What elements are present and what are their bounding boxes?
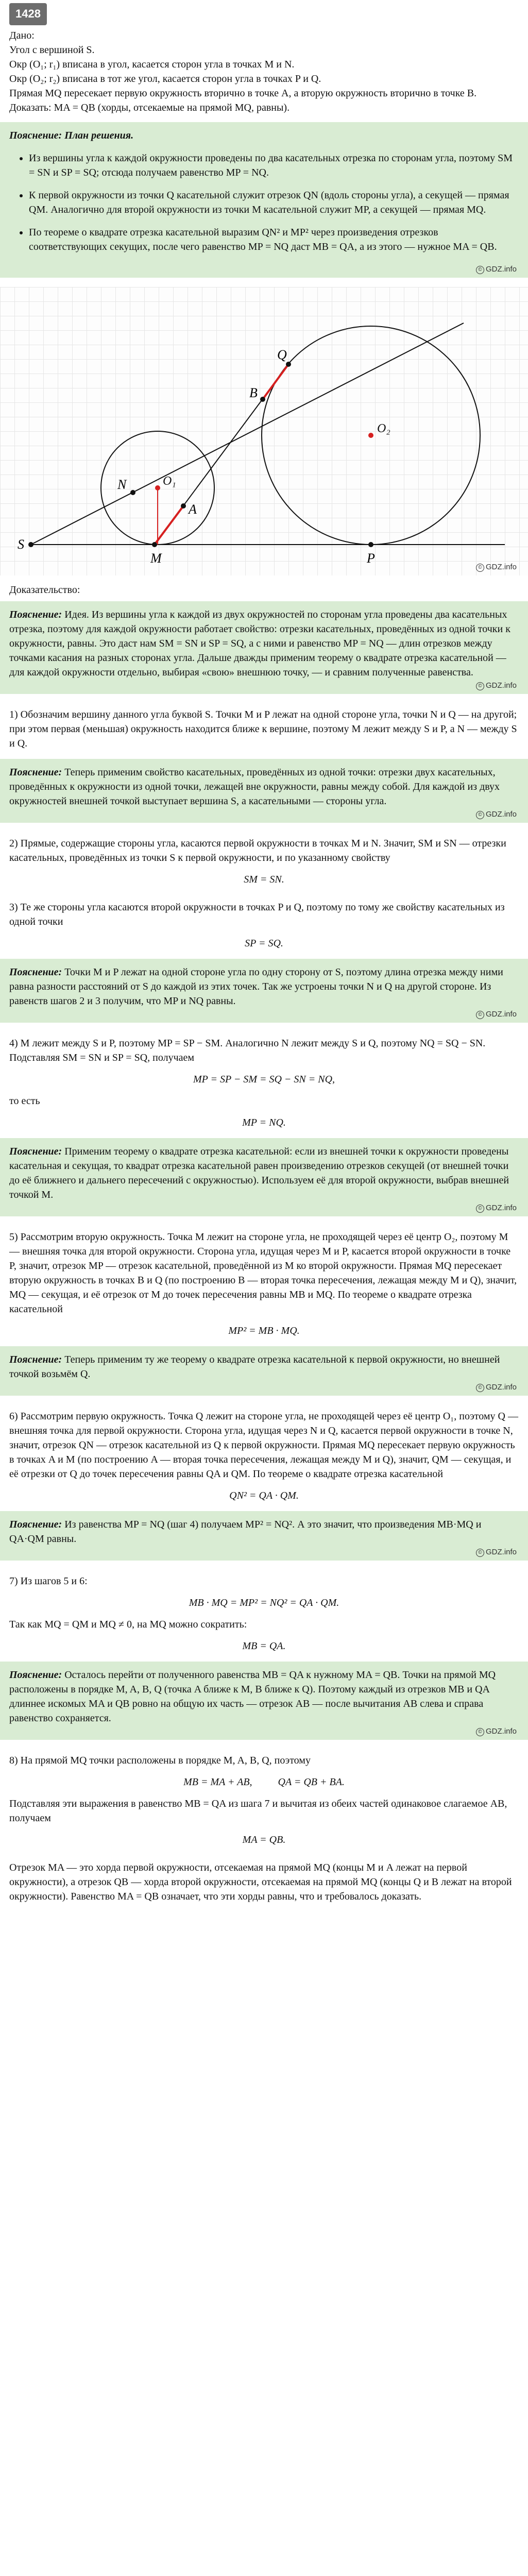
step-1-hint-label: Пояснение:	[9, 766, 62, 778]
step-3-hint-label: Пояснение:	[9, 966, 62, 978]
label-s: S	[18, 536, 24, 552]
step-5-hint-text: Теперь применим ту же теорему о квадрате отрезка касательной к первой окружности, но внешней точкой возьмём Q.	[9, 1353, 500, 1380]
gdz-watermark: © GDZ.info	[476, 1202, 517, 1213]
point-m	[152, 542, 157, 547]
task-line-4: Прямая MQ пересекает первую окружность вторично в точке A, а вторую окружность вторично в точке B.	[9, 87, 477, 99]
gdz-watermark: © GDZ.info	[476, 1009, 517, 1020]
step-4-tail: то есть	[9, 1095, 40, 1107]
step-1-text: 1) Обозначим вершину данного угла буквой S. Точки M и P лежат на одной стороне угла, точки N и Q — на другой; при этом первая (меньшая) окружность находится ближе к вершине, поэтому M лежит между S и P, а N — между S и Q.	[9, 708, 517, 749]
label-o1: O₁	[163, 474, 176, 488]
conclusion-text: Отрезок MA — это хорда первой окружности, отсекаемая на прямой MQ (концы M и A лежат на первой окружности), а отрезок QB — хорда второй окружности, отсекаемая на прямой MQ (концы Q и B лежат на второй окружности). Равенство MA = QB означает, что эти хорды равны, что и требовалось доказать.	[9, 1861, 512, 1902]
step-5-formula: MP² = MB · MQ.	[228, 1325, 300, 1336]
step-3-hint-text: Точки M и P лежат на одной стороне угла по одну сторону от S, поэтому длина отрезка между ними равна разности расстояний от S до каждой из этих точек. Так же устроены точки N и Q на другой стороне. Из равенств шагов 2 и 3 получим, что MP и NQ равны.	[9, 966, 503, 1007]
copyright-icon: ©	[476, 1549, 484, 1557]
gdz-watermark: © GDZ.info	[476, 680, 517, 691]
step-3-formula: SP = SQ.	[245, 937, 283, 949]
plan-item-1: • Из вершины угла к каждой окружности проведены по два касательных отрезка по сторонам угла, поэтому SM = SN и SP = SQ; отсюда получаем равенство MP = NQ.	[29, 151, 519, 180]
intro-hint-text: Идея. Из вершины угла к каждой из двух окружностей по сторонам угла проведены два касательных отрезка, поэтому для каждой окружности работает свойство: отрезки касательных, проведённых из одной точки к окружности, равны. Это даст нам SM = SN и SP = SQ, а с ними и равенство MP = NQ — длин отрезков между точками касания на разных сторонах угла. Дальше дважды применим теорему о квадрате отрезка касательной — для каждой окружности отдельно, выбирая «свою» внешнюю точку, — и сравним полученные равенства.	[9, 608, 510, 678]
point-q	[286, 362, 291, 367]
point-n	[130, 490, 135, 495]
step-2-formula: SM = SN.	[244, 873, 284, 885]
task-line-2: Окр (O₁; r₁) вписана в угол, касается сторон угла в точках M и N.	[9, 58, 295, 70]
point-o2	[368, 433, 373, 438]
figure-svg	[0, 287, 528, 575]
step-1	[9, 707, 519, 751]
task-line-5: Доказать: MA = QB (хорды, отсекаемые на прямой MQ, равны).	[9, 101, 290, 113]
label-b: B	[249, 385, 258, 400]
point-s	[28, 542, 33, 547]
step-4-formula-2: MP = NQ.	[242, 1116, 286, 1128]
label-p: P	[367, 550, 375, 566]
copyright-icon: ©	[476, 1728, 484, 1736]
intro-hint-box	[0, 601, 528, 694]
step-8	[9, 1753, 519, 1847]
plan-list	[9, 151, 519, 254]
label-o2: O₂	[377, 421, 390, 435]
copyright-icon: ©	[476, 811, 484, 819]
step-5	[9, 1230, 519, 1338]
gdz-watermark: © GDZ.info	[476, 264, 517, 275]
label-q: Q	[277, 347, 287, 362]
copyright-icon: ©	[476, 266, 484, 274]
step-3	[9, 900, 519, 951]
gdz-watermark-figure: © GDZ.info	[476, 562, 517, 572]
step-4-hint-text: Применим теорему о квадрате отрезка касательной: если из внешней точки к окружности проведены касательная и секущая, то квадрат отрезка касательной равен произведению отрезков секущей (от внешней точки до её ближнего и дальнего пересечений с окружностью). Используем её для второй окружности, выбрав внешней точкой M.	[9, 1145, 509, 1200]
step-5-hint-label: Пояснение:	[9, 1353, 62, 1365]
geometry-figure	[0, 287, 528, 575]
step-7-hint-text: Осталось перейти от полученного равенства MB = QA к нужному MA = QB. Точки на прямой MQ расположены в порядке M, A, B, Q (точка A ближе к M, B ближе к Q). Поэтому каждый из отрезков MB и QA длиннее искомых MA и QB ровно на общую их часть — отрезок AB — после вычитания AB слева и справа равенство сохраняется.	[9, 1669, 496, 1724]
step-6-formula: QN² = QA · QM.	[229, 1489, 299, 1501]
copyright-icon: ©	[476, 682, 484, 690]
chord-ma	[155, 506, 183, 545]
gdz-watermark: © GDZ.info	[476, 1547, 517, 1557]
label-m: M	[150, 550, 162, 566]
step-7-formula-2: MB = QA.	[242, 1640, 286, 1652]
step-8-tail: Подставляя эти выражения в равенство MB = QA из шага 7 и вычитая из обеих частей одинаковое слагаемое AB, получаем	[9, 1798, 507, 1824]
gdz-watermark: © GDZ.info	[476, 809, 517, 820]
step-6-hint-box	[0, 1511, 528, 1561]
copyright-icon: ©	[476, 1384, 484, 1392]
step-6-text: 6) Рассмотрим первую окружность. Точка Q лежит на стороне угла, не проходящей через её центр O₁, поэтому Q — внешняя точка для первой окружности. Сторона угла, идущая через N и Q, касается первой окружности в точке N, значит, отрезок QN — отрезок касательной из Q к первой окружности. Прямая MQ пересекает первую окружность в точках A и M (по построению A — вторая точка пересечения, лежащая между M и Q), значит, QM — секущая, и её отрезки от Q до точек пересечения равны QA и QM. По теореме о квадрате отрезка касательной	[9, 1410, 518, 1480]
label-n: N	[117, 477, 127, 492]
copyright-icon: ©	[476, 1205, 484, 1213]
plan-item-3: • По теореме о квадрате отрезка касательной выразим QN² и MP² через произведения отрезков соответствующих секущих, после чего равенство MP = NQ даст MB = QA, а из этого — нужное MA = QB.	[29, 225, 519, 254]
step-7-hint-box	[0, 1662, 528, 1740]
step-8-text: 8) На прямой MQ точки расположены в порядке M, A, B, Q, поэтому	[9, 1754, 311, 1766]
problem-number-badge: 1428	[9, 3, 47, 25]
task-line-1: Угол с вершиной S.	[9, 44, 95, 56]
step-5-text: 5) Рассмотрим вторую окружность. Точка M лежит на стороне угла, не проходящей через её центр O₂, поэтому M — внешняя точка для второй окружности. Сторона угла, идущая через M и P, касается второй окружности в точке P, значит, отрезок MP — отрезок касательной, проведённой из M ко второй окружности. Прямая MQ пересекает вторую окружность в точках B и Q (по построению B — вторая точка пересечения, лежащая между M и Q), значит, MQ — секущая, и её отрезок от M до точек пересечения равны MB и MQ. По теореме о квадрате отрезка касательной	[9, 1231, 517, 1315]
label-a: A	[189, 501, 197, 517]
proof-heading: Доказательство:	[9, 584, 80, 596]
conclusion	[9, 1860, 519, 1904]
point-o1	[155, 485, 160, 490]
point-a	[181, 503, 186, 509]
point-b	[260, 397, 265, 402]
step-4-hint-label: Пояснение:	[9, 1145, 62, 1157]
step-4-hint-box	[0, 1138, 528, 1216]
step-7-tail: Так как MQ = QM и MQ ≠ 0, на MQ можно сократить:	[9, 1618, 247, 1630]
step-2	[9, 836, 519, 887]
gdz-watermark: © GDZ.info	[476, 1382, 517, 1393]
step-2-text: 2) Прямые, содержащие стороны угла, касаются первой окружности в точках M и N. Значит, SM и SN — отрезки касательных, проведённых из точки S к первой окружности, и по указанному свойству	[9, 837, 506, 863]
step-3-hint-box	[0, 959, 528, 1023]
point-p	[368, 542, 373, 547]
gdz-watermark: © GDZ.info	[476, 1726, 517, 1737]
step-7	[9, 1574, 519, 1653]
task-given: Дано:	[9, 29, 35, 41]
copyright-icon: ©	[476, 1011, 484, 1019]
step-8-formula-2: MA = QB.	[242, 1834, 286, 1845]
step-7-formula: MB · MQ = MP² = NQ² = QA · QM.	[189, 1597, 339, 1608]
plan-title: Пояснение: План решения.	[9, 129, 134, 141]
copyright-icon: ©	[476, 564, 484, 572]
plan-hint-box	[0, 122, 528, 278]
task-statement	[9, 28, 519, 115]
angle-side-upper	[31, 323, 464, 545]
step-8-formula: MB = MA + AB, QA = QB + BA.	[183, 1776, 345, 1788]
intro-hint-label: Пояснение:	[9, 608, 62, 620]
chord-qb	[263, 364, 288, 399]
step-7-hint-label: Пояснение:	[9, 1669, 62, 1681]
step-7-text: 7) Из шагов 5 и 6:	[9, 1575, 88, 1587]
plan-item-2: • К первой окружности из точки Q касательной служит отрезок QN (вдоль стороны угла), а секущей — прямая QM. Аналогично для второй окружности из точки M касательной служит MP, а секущей — прямая MQ.	[29, 188, 519, 217]
task-line-3: Окр (O₂; r₂) вписана в тот же угол, касается сторон угла в точках P и Q.	[9, 73, 321, 84]
step-1-hint-box	[0, 759, 528, 823]
step-3-text: 3) Те же стороны угла касаются второй окружности в точках P и Q, поэтому по тому же свойству касательных из одной точки	[9, 901, 505, 927]
step-4	[9, 1036, 519, 1130]
step-4-text: 4) M лежит между S и P, поэтому MP = SP − SM. Аналогично N лежит между S и Q, поэтому NQ = SQ − SN. Подставляя SM = SN и SP = SQ, получаем	[9, 1037, 486, 1063]
step-4-formula: MP = SP − SM = SQ − SN = NQ,	[193, 1073, 335, 1085]
step-6	[9, 1409, 519, 1503]
step-1-hint-text: Теперь применим свойство касательных, проведённых из одной точки: отрезки двух касательных, проведённых к окружности из одной точки, лежащей вне окружности, равны между собой. Для каждой из двух окружностей внешней точкой выступает вершина S, а касательными — стороны угла.	[9, 766, 500, 807]
step-5-hint-box	[0, 1346, 528, 1396]
step-6-hint-text: Из равенства MP = NQ (шаг 4) получаем MP² = NQ². А это значит, что произведения MB·MQ и QA·QM равны.	[9, 1518, 482, 1545]
step-6-hint-label: Пояснение:	[9, 1518, 62, 1530]
